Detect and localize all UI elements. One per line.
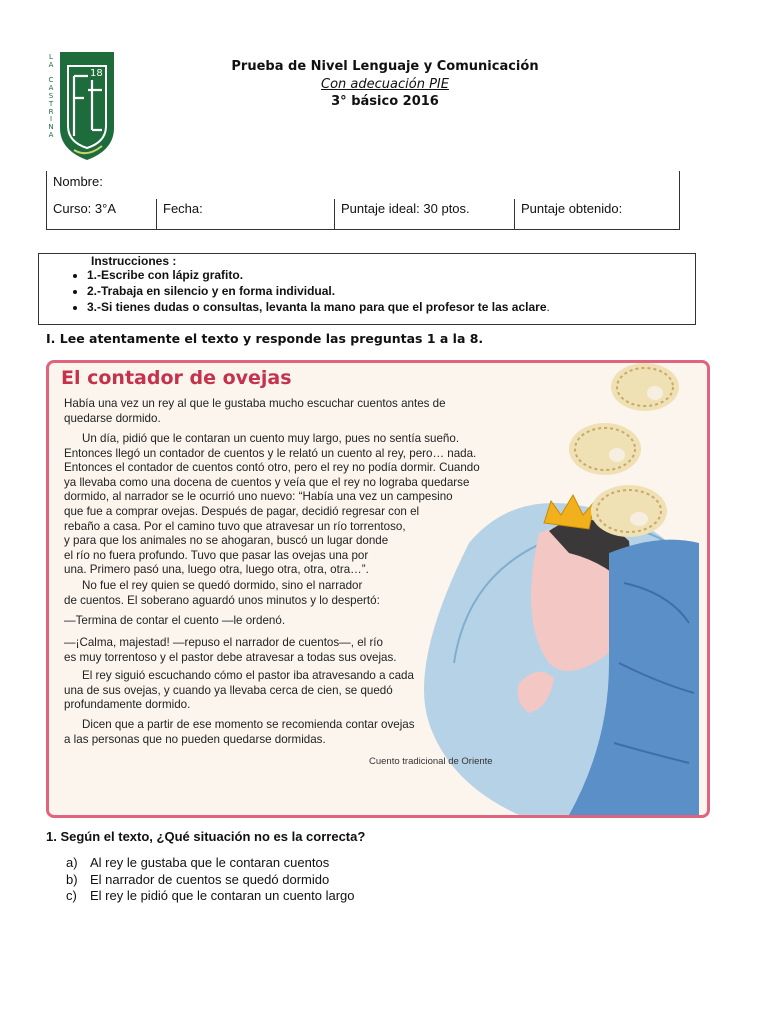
story-paragraph: Dicen que a partir de ese momento se recomienda contar ovejas <box>82 718 415 731</box>
school-crest <box>44 50 116 162</box>
story-paragraph: Entonces llegó un contador de cuentos y le relató un cuento al rey, pero… nada. Entonces el contador de cuentos contó otro, pero el rey no podía dormir. Cuando ya llevaba como una docena de cuentos y veía que el rey no lograba quedarse dormido, al narrador se le ocurrió uno nuevo: “Había una vez un campesino que fue a comprar ovejas. Después de pagar, decidió regresar con el rebaño a casa. Por el camino tuvo que atravesar un río torrentoso, y para que los animales no se ahogaran, buscó un lugar donde el río no fuera profundo. Tuvo que pasar las ovejas una por una. Primero pasó una, luego otra, luego otra, otra, otra…”. <box>64 446 480 577</box>
document-subtitle: Con adecuación PIE <box>321 77 449 92</box>
fecha-field[interactable]: Fecha: <box>157 199 335 229</box>
story-paragraph: una de sus ovejas, y cuando ya llevaba cerca de cien, se quedó profundamente dormido. <box>64 683 393 712</box>
question-1-options <box>66 855 355 905</box>
story-panel <box>46 360 710 818</box>
crest-vertical-text: L A C A S T R I N A <box>48 53 54 139</box>
option-c[interactable]: c) El rey le pidió que le contaran un cuento largo <box>66 888 355 903</box>
story-dialogue: —¡Calma, majestad! —repuso el narrador de cuentos—, el río es muy torrentoso y el pastor debe atravesar a todas sus ovejas. <box>64 636 397 664</box>
sheep-icon <box>611 363 679 411</box>
student-info-table <box>46 171 680 230</box>
story-paragraph: de cuentos. El soberano aguardó unos minutos y lo despertó: <box>64 593 380 607</box>
instruction-item: • 1.-Escribe con lápiz grafito. <box>87 267 550 283</box>
info-row <box>47 199 679 229</box>
instructions-title: Instrucciones : <box>91 254 177 268</box>
story-credit: Cuento tradicional de Oriente <box>369 756 493 767</box>
story-dialogue: —Termina de contar el cuento —le ordenó. <box>64 614 286 627</box>
story-paragraph: Un día, pidió que le contaran un cuento muy largo, pues no sentía sueño. <box>82 432 460 445</box>
puntaje-obtenido-field[interactable]: Puntaje obtenido: <box>521 201 623 216</box>
section-heading: I. Lee atentamente el texto y responde las preguntas 1 a la 8. <box>46 331 484 346</box>
puntaje-ideal: Puntaje ideal: 30 ptos. <box>335 199 515 229</box>
story-title: El contador de ovejas <box>61 367 292 389</box>
crest-number: 18 <box>90 68 103 79</box>
instructions-list <box>39 267 550 315</box>
question-1: 1. Según el texto, ¿Qué situación no es la correcta? <box>46 829 366 844</box>
sheep-icon <box>569 423 641 475</box>
option-a[interactable]: a) Al rey le gustaba que le contaran cuentos <box>66 855 330 870</box>
document-title: Prueba de Nivel Lenguaje y Comunicación <box>231 59 539 74</box>
option-b[interactable]: b) El narrador de cuentos se quedó dormido <box>66 871 330 887</box>
instruction-item: • 3.-Si tienes dudas o consultas, levanta la mano para que el profesor te las aclare. <box>87 299 550 315</box>
document-grade: 3° básico 2016 <box>331 94 439 109</box>
nombre-field[interactable]: Nombre: <box>53 174 103 189</box>
curso-field: Curso: 3°A <box>47 199 157 229</box>
sheep-icon <box>591 485 667 537</box>
story-paragraph: No fue el rey quien se quedó dormido, sino el narrador <box>82 579 363 592</box>
story-paragraph: El rey siguió escuchando cómo el pastor iba atravesando a cada <box>82 669 414 682</box>
story-paragraph: a las personas que no pueden quedarse dormidas. <box>64 732 326 746</box>
story-paragraph: Había una vez un rey al que le gustaba mucho escuchar cuentos antes de quedarse dormido. <box>64 397 446 425</box>
instructions-box <box>38 253 696 325</box>
instruction-item: • 2.-Trabaja en silencio y en forma individual. <box>87 283 550 299</box>
